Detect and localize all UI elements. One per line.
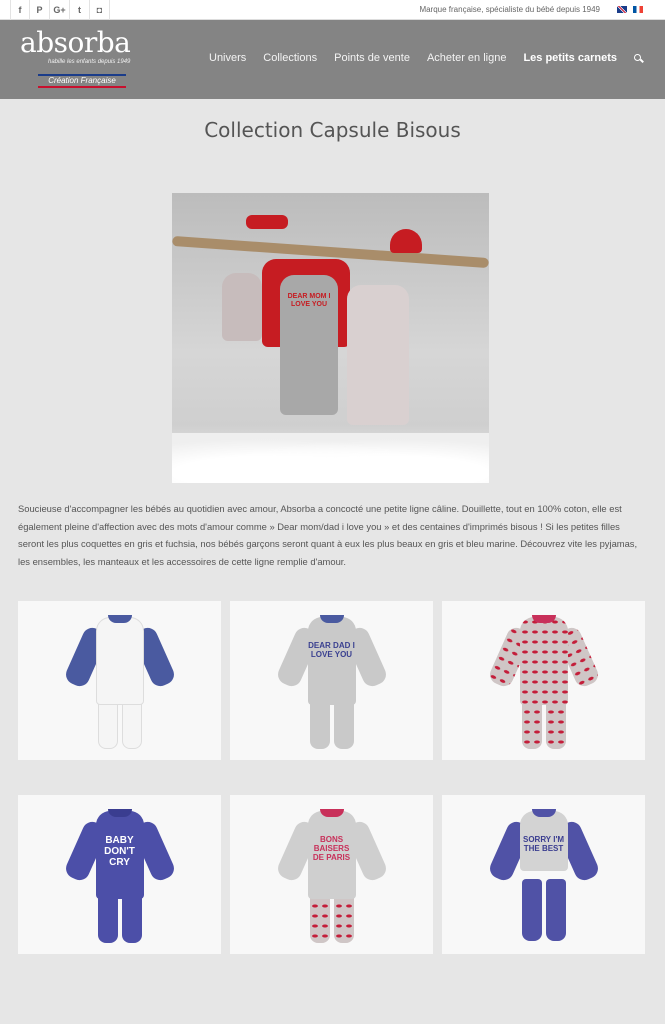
instagram-icon[interactable]: ◘ [90, 0, 110, 20]
hero-onesie-print: DEAR MOM I LOVE YOU [287, 293, 331, 308]
twitter-icon[interactable]: t [70, 0, 90, 20]
social-links [10, 0, 110, 20]
logo-badge-text: Création Française [48, 76, 116, 85]
product-image [496, 811, 592, 945]
brand-tagline: Marque française, spécialiste du bébé depuis 1949 [419, 5, 600, 14]
nav-item-collections[interactable]: Collections [263, 52, 318, 64]
logo-subtitle: habille les enfants depuis 1949 [48, 59, 131, 65]
google-plus-icon[interactable]: G+ [50, 0, 70, 20]
collection-description: Soucieuse d'accompagner les bébés au quotidien avec amour, Absorba a concocté une petite ligne câline. Douillette, tout en 100% coton, elle est également pleine d'affection avec des mots d'amour comme » Dear mom/dad i love you » et des centaines d'imprimés bisous ! Si les petites filles seront les plus coquettes en gris et fuchsia, nos bébés garçons seront quant à eux les plus beaux en gris et bleu marine. Découvrez vite les pyjamas, les ensembles, les manteaux et les accessoires de cette ligne remplie d'amour. [18, 503, 638, 567]
logo-wordmark: absorba [20, 26, 131, 59]
fr-flag-icon[interactable] [633, 6, 643, 13]
nav-item-acheter-en-ligne[interactable]: Acheter en ligne [426, 52, 507, 64]
product-print-text: BONS BAISERS DE PARIS [312, 835, 351, 862]
main-nav [209, 52, 643, 64]
nav-item-points-de-vente[interactable]: Points de vente [334, 52, 410, 64]
product-card[interactable] [442, 601, 645, 760]
product-card[interactable] [18, 601, 221, 760]
product-card[interactable] [230, 795, 433, 954]
product-card[interactable] [442, 795, 645, 954]
red-hat [390, 229, 422, 253]
product-print-text: DEAR DAD I LOVE YOU [308, 641, 355, 659]
product-image [284, 811, 380, 945]
language-switcher [617, 6, 643, 13]
product-print-text: SORRY I'M THE BEST [522, 835, 565, 853]
facebook-icon[interactable]: f [10, 0, 30, 20]
hero-collection-photo [172, 193, 489, 483]
search-icon[interactable] [634, 54, 643, 63]
product-image [496, 617, 592, 751]
cotton-snow [172, 433, 489, 483]
nav-item-univers[interactable]: Univers [209, 52, 247, 64]
product-print-text: BABY DON'T CRY [104, 835, 135, 868]
site-header [0, 20, 665, 99]
product-card[interactable] [230, 601, 433, 760]
product-image [72, 617, 168, 751]
page-title: Collection Capsule Bisous [204, 118, 461, 142]
product-image [72, 811, 168, 945]
uk-flag-icon[interactable] [617, 6, 627, 13]
product-image [284, 617, 380, 751]
lips-print-onesie [347, 285, 409, 425]
lips-print-bag [222, 273, 262, 341]
top-social-bar [0, 0, 665, 20]
pinterest-icon[interactable]: P [30, 0, 50, 20]
nav-item-les-petits-carnets[interactable]: Les petits carnets [523, 52, 617, 64]
red-booties [246, 215, 288, 229]
product-card[interactable] [18, 795, 221, 954]
absorba-logo[interactable] [20, 26, 150, 94]
creation-francaise-badge [38, 74, 126, 88]
